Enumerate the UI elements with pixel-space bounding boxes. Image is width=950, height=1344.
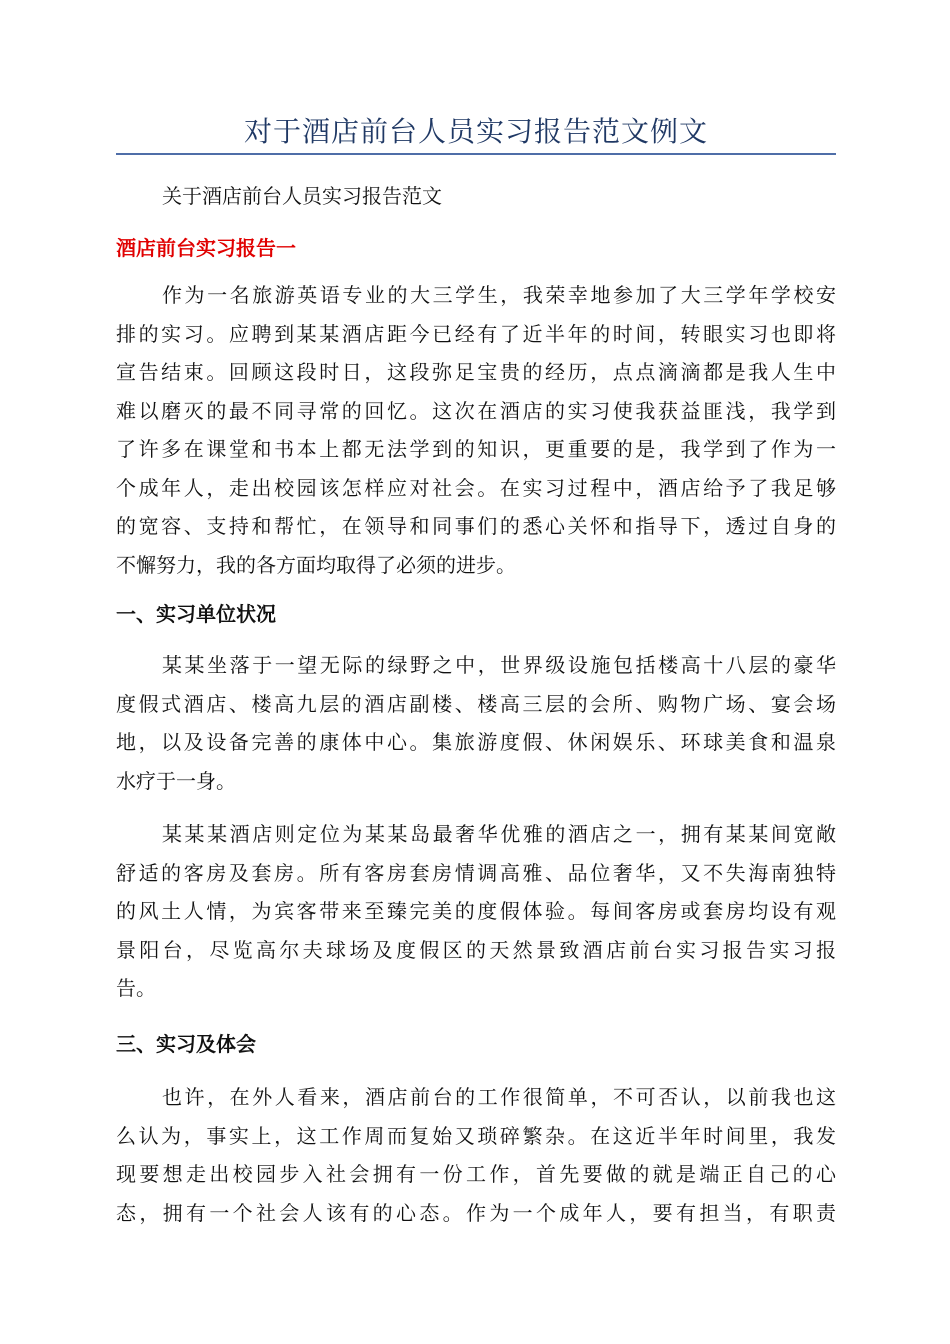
text-line: 景阳台，尽览高尔夫球场及度假区的天然景致酒店前台实习报告实习报 <box>116 937 836 962</box>
text-line: 度假式酒店、楼高九层的酒店副楼、楼高三层的会所、购物广场、宴会场 <box>116 691 836 716</box>
text-line: 舒适的客房及套房。所有客房套房情调高雅、品位奢华，又不失海南独特 <box>116 860 836 885</box>
text-line: 个成年人，走出校园该怎样应对社会。在实习过程中，酒店给予了我足够 <box>116 475 836 500</box>
intro-paragraph <box>116 276 836 584</box>
title-underline <box>116 153 836 155</box>
text-line: 某某坐落于一望无际的绿野之中，世界级设施包括楼高十八层的豪华 <box>162 653 836 677</box>
text-line: 了许多在课堂和书本上都无法学到的知识，更重要的是，我学到了作为一 <box>116 437 836 461</box>
text-line: 排的实习。应聘到某某酒店距今已经有了近半年的时间，转眼实习也即将 <box>116 321 836 346</box>
text-line: 不懈努力，我的各方面均取得了必须的进步。 <box>116 552 516 577</box>
text-line: 地，以及设备完善的康体中心。集旅游度假、休闲娱乐、环球美食和温泉 <box>116 730 836 754</box>
text-line: 水疗于一身。 <box>116 768 236 793</box>
text-line: 的宽容、支持和帮忙，在领导和同事们的悉心关怀和指导下，透过自身的 <box>116 514 836 538</box>
text-line: 的风土人情，为宾客带来至臻完美的度假体验。每间客房或套房均设有观 <box>116 899 836 923</box>
text-line: 告。 <box>116 976 156 1000</box>
text-line: 也许，在外人看来，酒店前台的工作很简单，不可否认，以前我也这 <box>162 1085 836 1109</box>
text-line: 态，拥有一个社会人该有的心态。作为一个成年人，要有担当，有职责 <box>116 1200 836 1225</box>
section-title-report-one: 酒店前台实习报告一 <box>116 236 296 260</box>
text-line: 某某某酒店则定位为某某岛最奢华优雅的酒店之一，拥有某某间宽敞 <box>162 822 836 846</box>
heading-unit-status: 一、实习单位状况 <box>116 602 276 626</box>
text-line: 作为一名旅游英语专业的大三学生，我荣幸地参加了大三学年学校安 <box>162 283 836 307</box>
unit-paragraph-2 <box>116 815 836 1008</box>
experience-paragraph <box>116 1078 836 1232</box>
unit-paragraph-1 <box>116 646 836 800</box>
text-line: 现要想走出校园步入社会拥有一份工作，首先要做的就是端正自己的心 <box>116 1162 836 1186</box>
text-line: 宣告结束。回顾这段时日，这段弥足宝贵的经历，点点滴滴都是我人生中 <box>116 360 836 384</box>
heading-experience: 三、实习及体会 <box>116 1032 256 1056</box>
text-line: 么认为，事实上，这工作周而复始又琐碎繁杂。在这近半年时间里，我发 <box>116 1123 836 1148</box>
document-subtitle: 关于酒店前台人员实习报告范文 <box>162 184 442 208</box>
text-line: 难以磨灭的最不同寻常的回忆。这次在酒店的实习使我获益匪浅，我学到 <box>116 398 836 423</box>
document-title: 对于酒店前台人员实习报告范文例文 <box>243 115 708 148</box>
